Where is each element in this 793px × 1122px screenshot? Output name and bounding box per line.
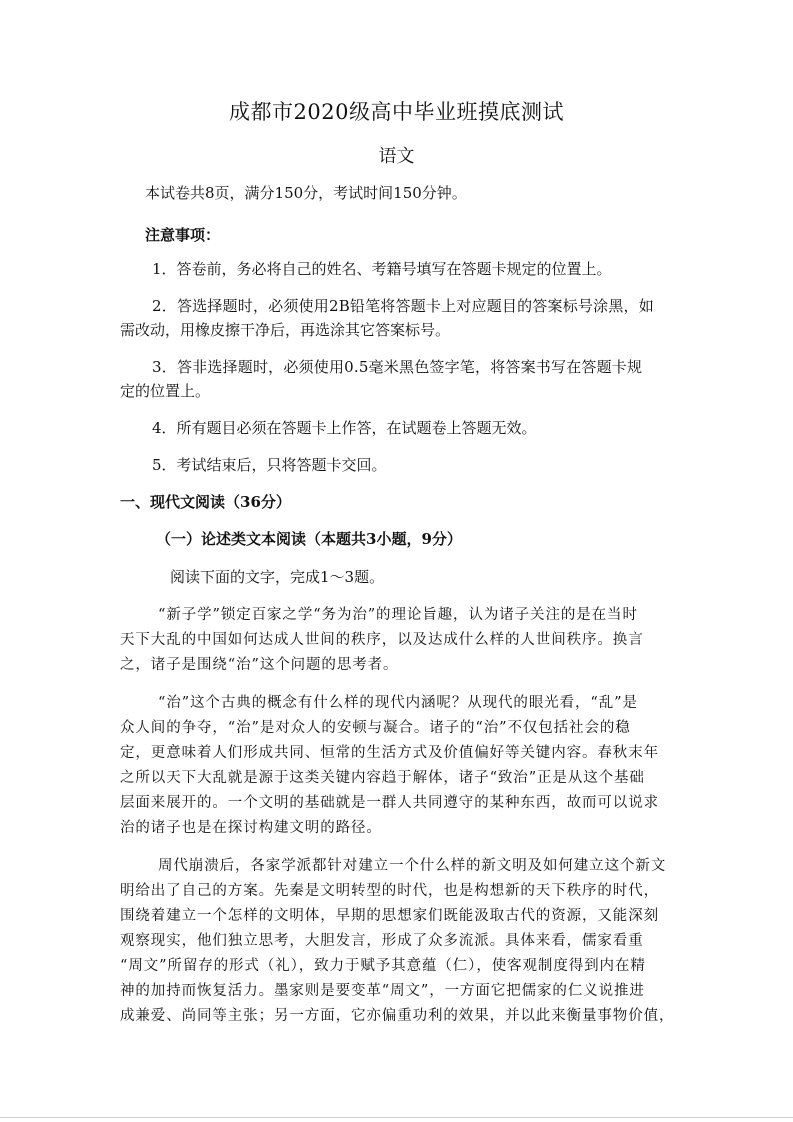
- passage-line: 成兼爱、尚同等主张；另一方面，它亦偏重功利的效果，并以此来衡量事物价值，: [120, 1008, 675, 1024]
- section-heading: 一、现代文阅读（36分）: [120, 493, 291, 511]
- exam-title: 成都市2020级高中毕业班摸底测试: [229, 100, 564, 124]
- passage-line: 层面来展开的。一个文明的基础就是一群人共同遵守的某种东西，故而可以说求: [120, 795, 659, 811]
- passage-line: 定，更意味着人们形成共同、恒常的生活方式及价值偏好等关键内容。春秋末年: [120, 745, 659, 761]
- note-item-4: 4．所有题目必须在答题卡上作答，在试题卷上答题无效。: [152, 419, 537, 437]
- passage-line: 之，诸子是围绕“治”这个问题的思考者。: [120, 657, 399, 673]
- subject-title: 语文: [378, 146, 415, 167]
- note-item-2-cont: 需改动，用橡皮擦干净后，再选涂其它答案标号。: [120, 321, 451, 339]
- passage-line: 天下大乱的中国如何达成人世间的秩序，以及达成什么样的人世间秩序。换言: [120, 632, 644, 648]
- note-item-5: 5．考试结束后，只将答题卡交回。: [152, 456, 387, 474]
- page-bottom-rule: [0, 1117, 793, 1118]
- passage-line: “治”这个古典的概念有什么样的现代内涵呢？从现代的眼光看，“乱”是: [158, 695, 638, 711]
- passage-line: 众人间的争夺，“治”是对众人的安顿与凝合。诸子的“治”不仅包括社会的稳: [120, 720, 631, 736]
- passage-line: 神的加持而恢复活力。墨家则是要变革“周文”，一方面它把儒家的仁义说推进: [120, 983, 645, 999]
- passage-line: 围绕着建立一个怎样的文明体，早期的思想家们既能汲取古代的资源，又能深刻: [120, 908, 659, 924]
- note-item-3: 3．答非选择题时，必须使用0.5毫米黑色签字笔，将答案书写在答题卡规: [152, 358, 643, 376]
- note-item-1: 1．答卷前，务必将自己的姓名、考籍号填写在答题卡规定的位置上。: [152, 260, 612, 278]
- passage-line: 观察现实，他们独立思考，大胆发言，形成了众多流派。具体来看，儒家看重: [120, 933, 644, 949]
- section-subheading: （一）论述类文本阅读（本题共3小题，9分）: [156, 530, 462, 548]
- passage-line: 周代崩溃后，各家学派都针对建立一个什么样的新文明及如何建立这个新文: [158, 858, 667, 874]
- passage-line: 治的诸子也是在探讨构建文明的路径。: [120, 820, 382, 836]
- exam-intro: 本试卷共8页，满分150分，考试时间150分钟。: [145, 184, 467, 202]
- notes-heading: 注意事项：: [145, 226, 221, 244]
- note-item-2: 2．答选择题时，必须使用2B铅笔将答题卡上对应题目的答案标号涂黑，如: [152, 297, 654, 315]
- reading-instruction: 阅读下面的文字，完成1～3题。: [170, 568, 385, 586]
- passage-line: 之所以天下大乱就是源于这类关键内容趋于解体，诸子“致治”正是从这个基础: [120, 770, 645, 786]
- passage-line: 明给出了自己的方案。先秦是文明转型的时代，也是构想新的天下秩序的时代，: [120, 883, 659, 899]
- note-item-3-cont: 定的位置上。: [120, 382, 211, 400]
- passage-line: “周文”所留存的形式（礼），致力于赋予其意蕴（仁），使客观制度得到内在精: [120, 958, 646, 974]
- passage-line: “新子学”锁定百家之学“务为治”的理论旨趣，认为诸子关注的是在当时: [158, 607, 638, 623]
